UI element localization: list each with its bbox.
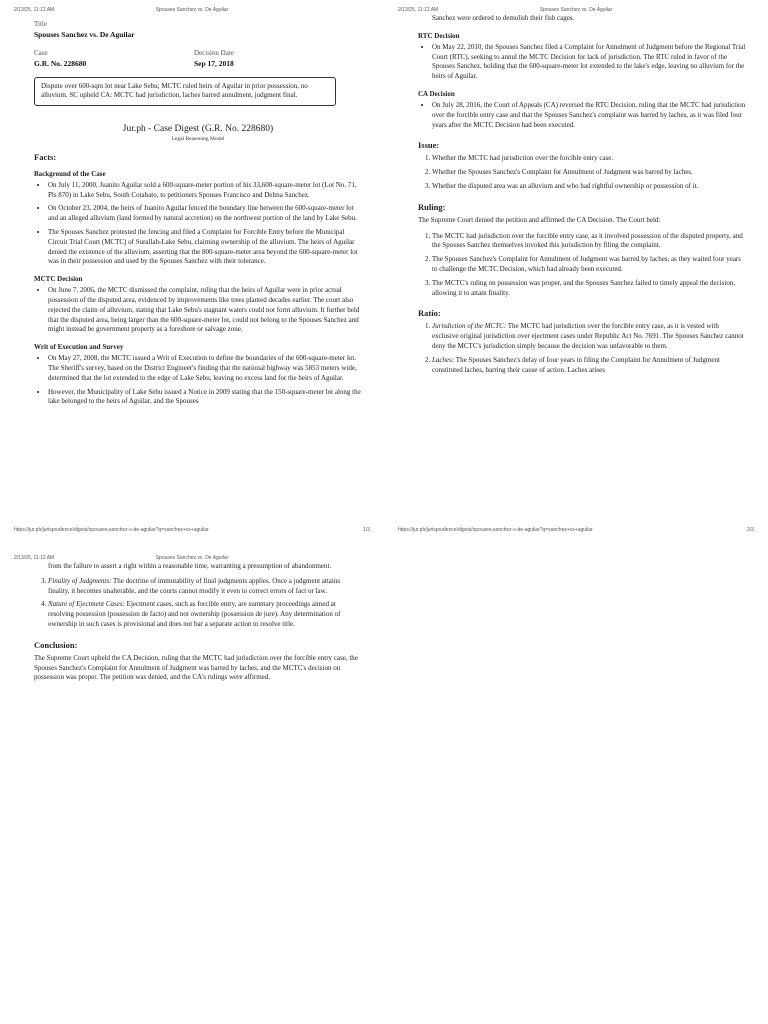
ruling-intro: The Supreme Court denied the petition and affirmed the CA Decision. The Court held: — [418, 215, 661, 224]
ratio-label: Nature of Ejectment Cases: — [48, 600, 125, 609]
footer-page-number: 1/3 — [363, 527, 370, 533]
page-body — [418, 14, 746, 379]
footer-url: https://jur.ph/jurisprudence/digest/spouses-sanchez-v-de-aguilar?q=sanchez+vs+aguilar — [14, 527, 209, 533]
ratio-list — [418, 322, 746, 375]
doc-subheading: Legal Reasoning Model — [171, 135, 225, 142]
page-1 — [0, 0, 384, 538]
list-item: • On July 28, 2016, the Court of Appeals (CA) reversed the RTC Decision, ruling that the MCTC had jurisdiction over the forcible entry case and that the Spouses Sanchez's complaint was barred by laches, as it was filed four years after the MCTC Decision had been executed. — [432, 101, 746, 130]
list-item: • On October 23, 2004, the heirs of Juanito Aguilar fenced the boundary line between the 600-square-meter lot and an alleged alluvium (land formed by natural accretion) on the northwest portion of the land by Lake Sebu. — [48, 204, 362, 224]
ratio-heading: Ratio: — [418, 308, 441, 319]
ratio-label: Laches: — [432, 355, 455, 364]
list-item: • However, the Municipality of Lake Sebu issued a Notice in 2009 stating that the 150-square-meter lot along the lake belonged to the heirs of Aguilar, and the Spouses — [48, 388, 362, 408]
issue-list — [418, 154, 746, 191]
footer-page-number: 2/3 — [747, 527, 754, 533]
ruling-list — [418, 232, 746, 299]
page-body — [34, 20, 362, 411]
page-body — [34, 562, 362, 689]
list-item — [432, 322, 746, 351]
list-item: 3. Whether the disputed area was an alluvium and who had rightful ownership or possession of it. — [432, 182, 746, 192]
ratio-label: Finality of Judgments: — [48, 576, 112, 585]
writ-heading: Writ of Execution and Survey — [34, 343, 124, 352]
list-item: • The Spouses Sanchez protested the fencing and filed a Complaint for Forcible Entry before the Municipal Circuit Trial Court (MCTC) of Surallah-Lake Sebu, claiming ownership of the alluvium. The heirs of Aguilar denied the existence of the alluvium, asserting that the 800-square-meter area beyond the 600-square-meter lot was in their possession and used by the Spouses Sanchez with their tolerance. — [48, 228, 362, 267]
facts-heading: Facts: — [34, 151, 57, 162]
page-3 — [0, 548, 384, 748]
ratio-text: The doctrine of immutability of final judgments applies. Once a judgment attains finality, it becomes unalterable, and the courts cannot modify it even to correct errors of fact or law. — [48, 576, 341, 595]
mctc-list — [34, 286, 362, 335]
case-key: Case — [34, 49, 48, 57]
title-key: Title — [34, 20, 47, 28]
doc-heading: Jur.ph - Case Digest (G.R. No. 228680) — [122, 123, 274, 134]
header-doc-title: Spouses Sanchez vs. De Aguilar — [155, 555, 229, 561]
background-list — [34, 181, 362, 267]
ratio-list-continued — [34, 577, 362, 630]
background-heading: Background of the Case — [34, 169, 106, 178]
ratio-text: Ejectment cases, such as forcible entry, are summary proceedings aimed at resolving possession (possession de facto) and not ownership (possession de jure). Any determination of ownership in such cases is provisional and does not bar a separate action to resolve title. — [48, 600, 341, 628]
writ-list — [34, 354, 362, 407]
ratio-text: The Spouses Sanchez's delay of four years in filing the Complaint for Annulment of Judgment constituted laches, barring their cause of action. Laches arises — [432, 355, 720, 374]
list-item: 2. The Spouses Sanchez's Complaint for Annulment of Judgment was barred by laches, as they waited four years to challenge the MCTC Decision, which had already been executed. — [432, 255, 746, 275]
page-2 — [384, 0, 768, 538]
list-item — [432, 356, 746, 376]
list-item — [48, 577, 362, 597]
list-item: 3. The MCTC's ruling on possession was proper, and the Spouses Sanchez failed to timely appeal the decision, allowing it to attain finality. — [432, 279, 746, 299]
list-item: 1. Whether the MCTC had jurisdiction over the forcible entry case. — [432, 154, 746, 164]
decision-date-value: Sep 17, 2018 — [194, 59, 234, 68]
ca-heading: CA Decision — [418, 89, 455, 98]
case-meta — [34, 49, 362, 68]
rtc-heading: RTC Decision — [418, 31, 460, 40]
mctc-heading: MCTC Decision — [34, 275, 83, 284]
conclusion-heading: Conclusion: — [34, 639, 78, 650]
ca-list — [418, 101, 746, 130]
case-value: G.R. No. 228680 — [34, 59, 87, 68]
ratio-text: The MCTC had jurisdiction over the forcible entry case, as it is vested with exclusive original jurisdiction over ejectment cases under Republic Act No. 7691. The Spouses Sanchez cannot deny the MCTC's jurisdiction simply because the decision was unfavorable to them. — [432, 322, 744, 350]
ratio-label: Jurisdiction of the MCTC: — [432, 322, 507, 331]
list-item — [48, 600, 362, 629]
list-item: • On May 22, 2010, the Spouses Sanchez filed a Complaint for Annulment of Judgment before the Regional Trial Court (RTC), seeking to annul the MCTC Decision for lack of jurisdiction. The RTC ruled in favor of the Spouses Sanchez, holding that the 600-square-meter lot extended to the lake's edge, leaving no alluvium for the heirs of Aguilar. — [432, 43, 746, 82]
header-datetime: 2/13/25, 11:12 AM — [398, 7, 439, 13]
list-item: • On July 11, 2000, Juanito Aguilar sold a 600-square-meter portion of his 33,600-square-meter lot (Lot No. 71, Pls 870) in Lake Sebu, South Cotabato, to petitioners Spouses Francisco and Delma Sanchez. — [48, 181, 362, 201]
header-datetime: 2/13/25, 11:12 AM — [14, 7, 55, 13]
continued-text: from the failure to assert a right within a reasonable time, warranting a presumption of abandonment. — [48, 562, 332, 570]
decision-date-key: Decision Date — [194, 49, 234, 57]
list-item: • On June 7, 2006, the MCTC dismissed the complaint, ruling that the heirs of Aguilar were in prior actual possession of the disputed area, evidenced by improvements like trees planted decades earlier. The court also rejected the claim of alluvium, stating that Lake Sebu's stagnant waters could not form alluvium. It further held that the disputed area, being larger than the 600-square-meter lot, could not belong to the Spouses Sanchez and might instead be government property as a foreshore or salvage zone. — [48, 286, 362, 335]
rtc-list — [418, 43, 746, 82]
footer-url: https://jur.ph/jurisprudence/digest/spouses-sanchez-v-de-aguilar?q=sanchez+vs+aguilar — [398, 527, 593, 533]
summary-box: Dispute over 600-sqm lot near Lake Sebu; MCTC ruled heirs of Aguilar in prior possession, no alluvium. SC upheld CA: MCTC had jurisdiction, laches barred annulment, judgment final. — [34, 77, 336, 106]
list-item: 2. Whether the Spouses Sanchez's Complaint for Annulment of Judgment was barred by laches. — [432, 168, 746, 178]
continued-text: Sanchez were ordered to demolish their fish cages. — [432, 14, 575, 22]
ruling-heading: Ruling: — [418, 201, 446, 212]
header-datetime: 2/13/25, 11:12 AM — [14, 555, 55, 561]
list-item: 1. The MCTC had jurisdiction over the forcible entry case, as it involved possession of the disputed property, and the Spouses Sanchez themselves invoked this jurisdiction by filing the complaint. — [432, 232, 746, 252]
title-value: Spouses Sanchez vs. De Aguilar — [34, 30, 135, 39]
header-doc-title: Spouses Sanchez vs. De Aguilar — [155, 7, 229, 13]
issue-heading: Issue: — [418, 140, 440, 151]
conclusion-text: The Supreme Court upheld the CA Decision, ruling that the MCTC had jurisdiction over the forcible entry case, the Spouses Sanchez's Complaint for Annulment of Judgment was barred by laches, and the MCTC's decision on possession was proper. The petition was denied, and the CA's rulings were affirmed. — [34, 653, 358, 682]
list-item: • On May 27, 2008, the MCTC issued a Writ of Execution to define the boundaries of the 600-square-meter lot. The Sheriff's survey, based on the District Engineer's finding that the national highway was 5853 meters wide, determined that the lot extended to the edge of Lake Sebu, leaving no excess land for the heirs of Aguilar. — [48, 354, 362, 383]
header-doc-title: Spouses Sanchez vs. De Aguilar — [539, 7, 613, 13]
